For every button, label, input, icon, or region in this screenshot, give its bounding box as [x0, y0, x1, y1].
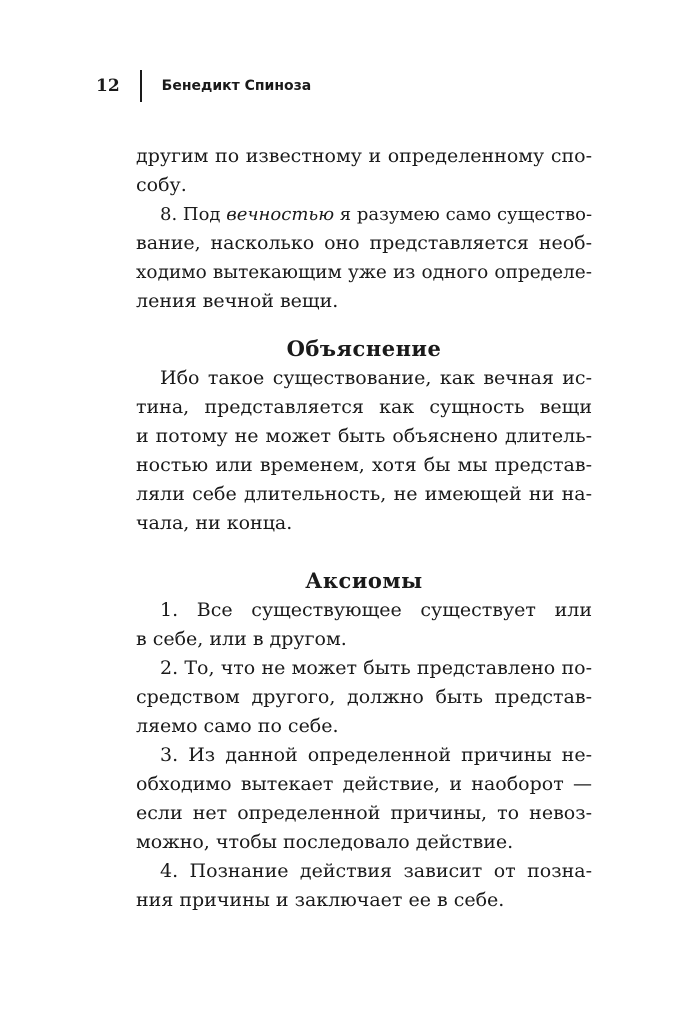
text-line: ностью или временем, хотя бы мы представ- — [136, 454, 592, 476]
text-fragment: 8. Под — [160, 204, 227, 225]
emphasis-term: вечностью — [226, 204, 335, 225]
header-divider — [140, 70, 142, 102]
text-line: ляли себе длительность, не имеющей ни на- — [136, 483, 592, 505]
axiom-2-line: средством другого, должно быть представ- — [136, 686, 592, 708]
text-line: чала, ни конца. — [136, 512, 293, 534]
definition-8-line — [136, 200, 592, 229]
text-line: и потому не может быть объяснено длитель- — [136, 425, 592, 447]
axiom-1-line: 1. Все существующее существует или — [160, 599, 592, 621]
text-line: другим по известному и определенному спо- — [136, 145, 592, 167]
axiom-3-line: 3. Из данной определенной причины не- — [160, 744, 592, 766]
page-body — [136, 142, 592, 915]
section-heading-explanation: Объяснение — [286, 336, 442, 361]
text-fragment: я разумею само существо- — [334, 204, 593, 225]
text-line: ления вечной вещи. — [136, 290, 339, 312]
axiom-4-line: ния причины и заключает ее в себе. — [136, 889, 505, 911]
text-line: Ибо такое существование, как вечная ис- — [160, 367, 592, 389]
text-line: собу. — [136, 174, 187, 196]
axiom-2-line: 2. То, что не может быть представлено по- — [160, 657, 592, 679]
text-line: ходимо вытекающим уже из одного определе- — [136, 262, 592, 283]
axiom-3-line: если нет определенной причины, то невоз- — [136, 802, 592, 824]
page-number: 12 — [96, 76, 120, 96]
axiom-3-line: обходимо вытекает действие, и наоборот — — [136, 773, 592, 795]
axiom-2-line: ляемо само по себе. — [136, 715, 339, 737]
axiom-1-line: в себе, или в другом. — [136, 628, 347, 650]
axiom-3-line: можно, чтобы последовало действие. — [136, 831, 514, 853]
text-line: вание, насколько оно представляется необ- — [136, 232, 592, 254]
text-line: тина, представляется как сущность вещи — [136, 396, 592, 418]
section-heading-axioms: Аксиомы — [305, 568, 423, 593]
axiom-4-line: 4. Познание действия зависит от позна- — [160, 860, 592, 882]
running-title: Бенедикт Спиноза — [161, 78, 312, 94]
page-header — [96, 70, 311, 102]
